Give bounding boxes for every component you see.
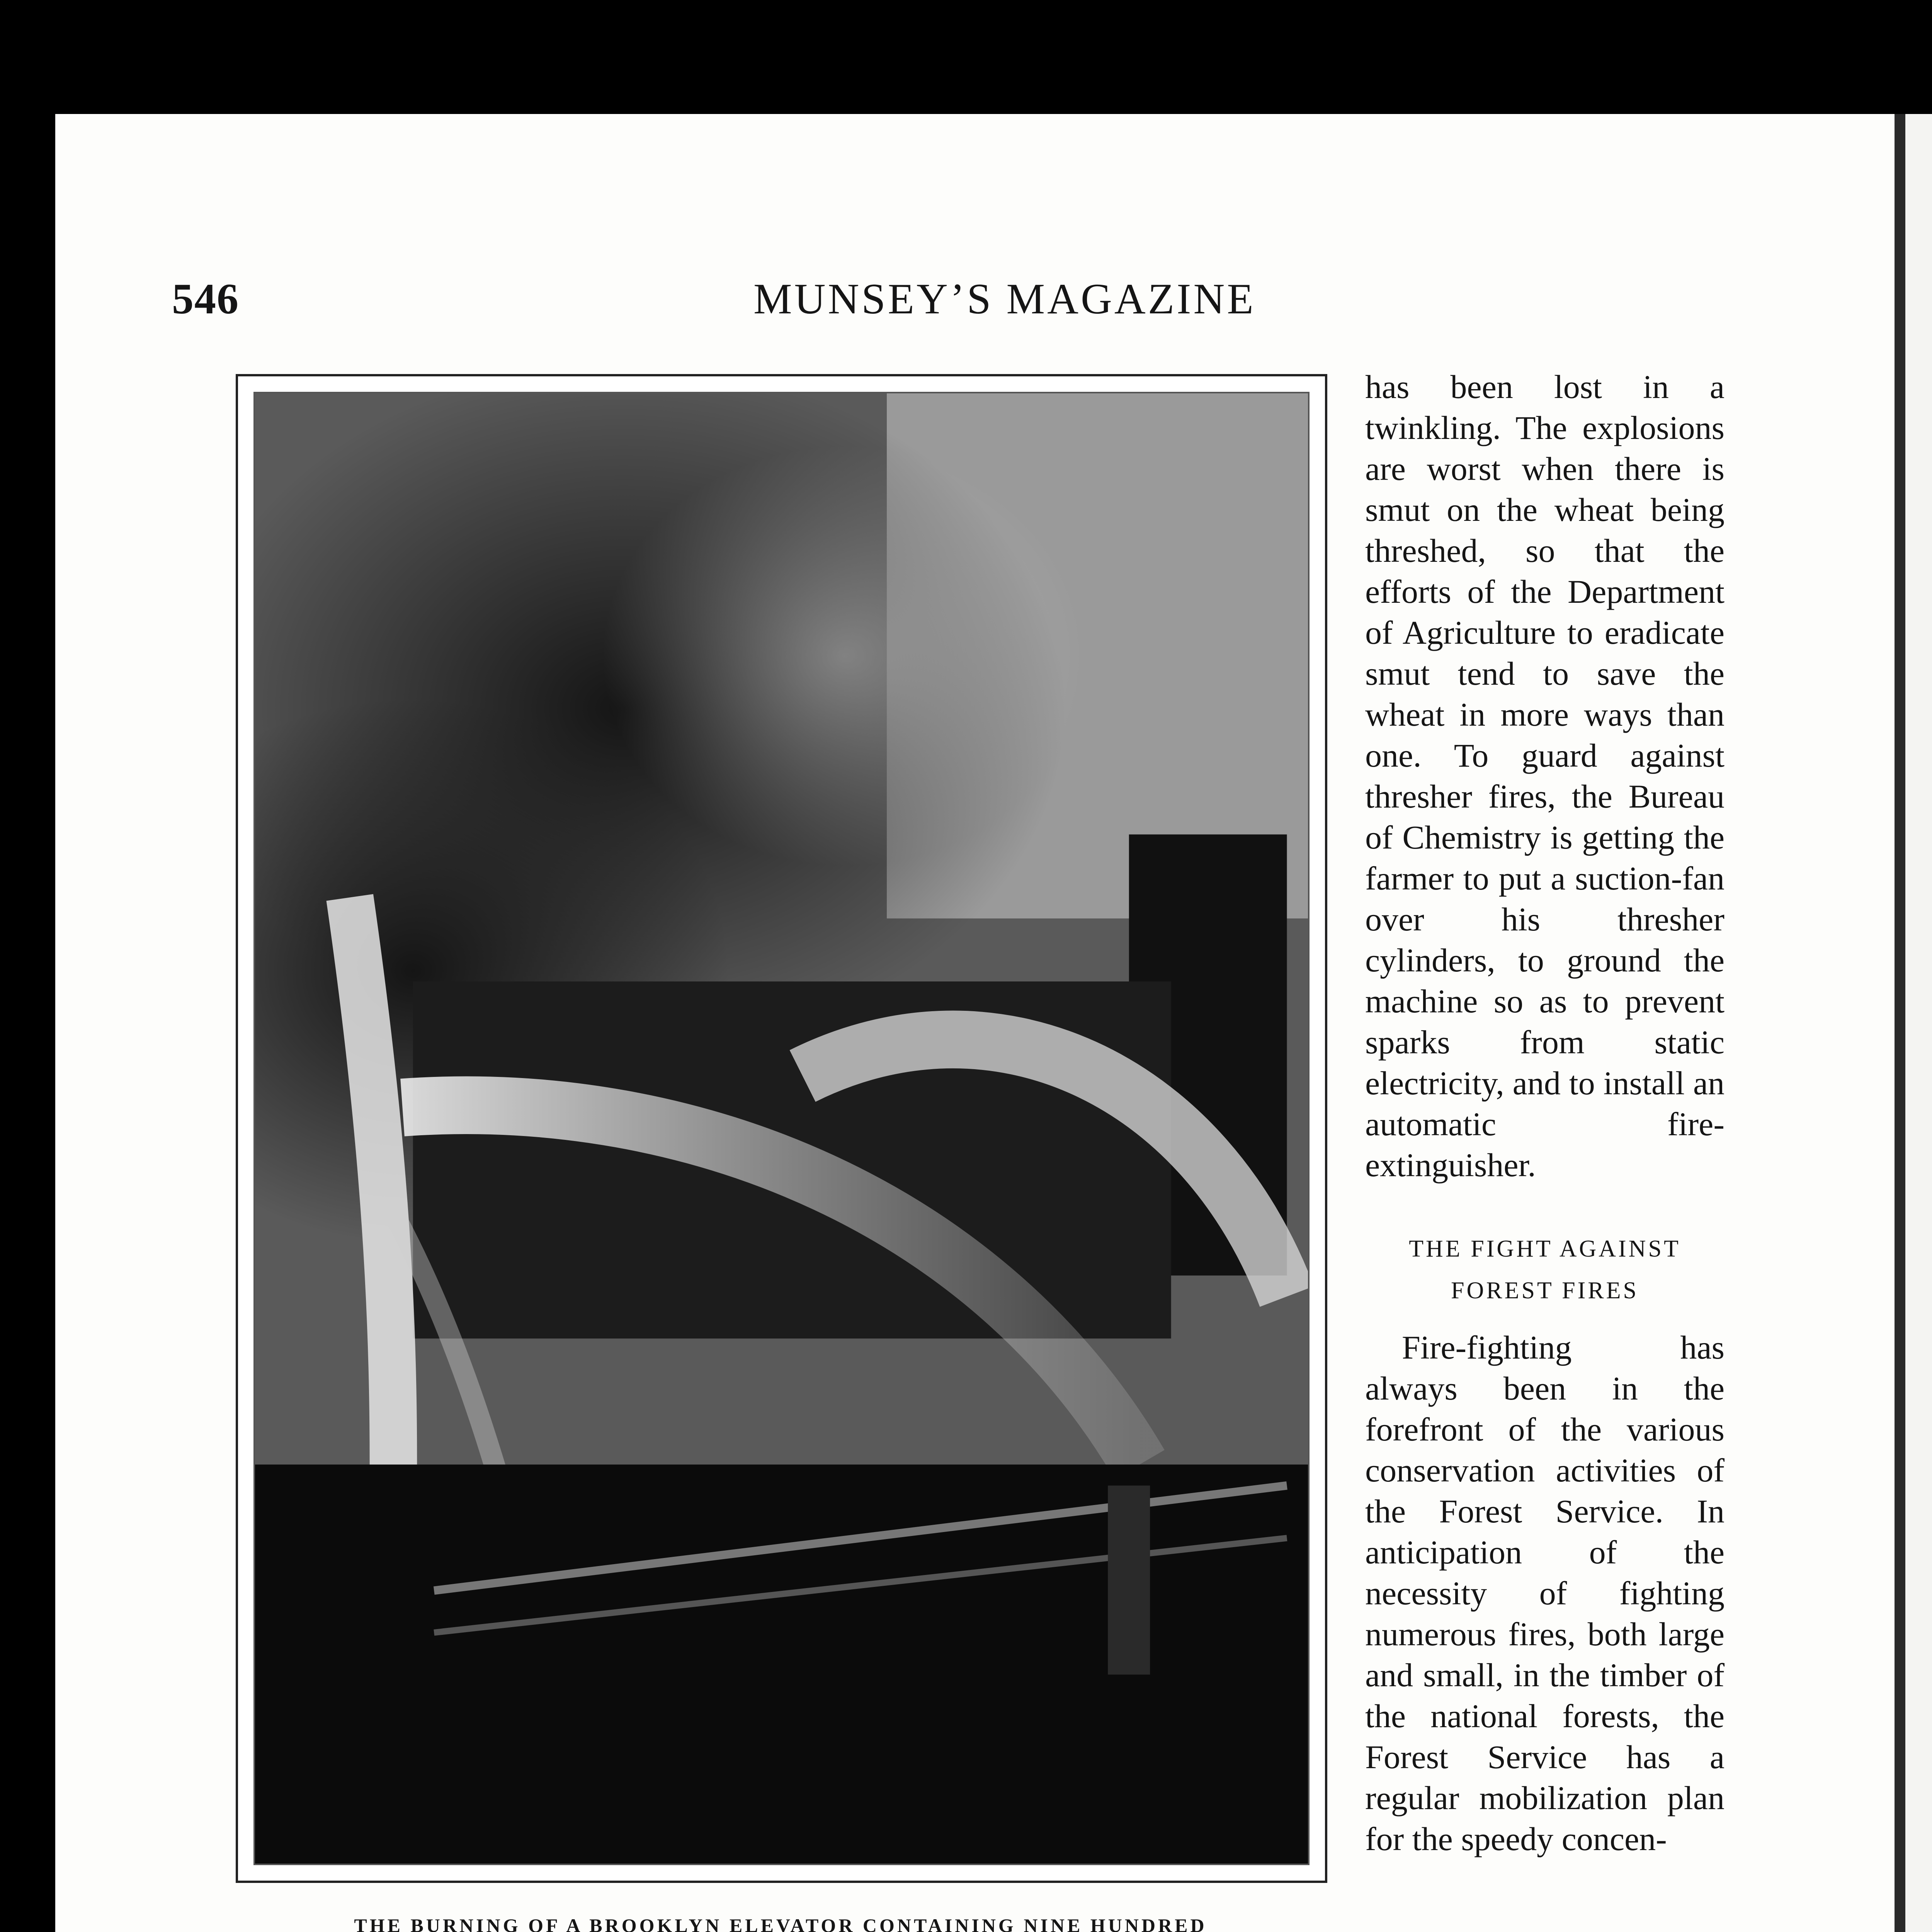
page-gutter-shadow (1895, 114, 1905, 1932)
paragraph: Fire-fighting has always been in the forefront of the various conservation activities of the Forest Service. In anticipation of the necessity of fighting numerous fires, both large and small, in the timber of the national forests, the Forest Service has a regular mobilization plan for the speedy concen- (1365, 1329, 1725, 1857)
photo-illustration (255, 393, 1308, 1864)
running-head: MUNSEY’S MAGAZINE (753, 275, 1256, 323)
section-heading (1365, 1228, 1725, 1311)
section-heading-line: FOREST FIRES (1451, 1277, 1639, 1304)
section-heading-line: THE FIGHT AGAINST (1409, 1236, 1681, 1262)
elevator-fire-photo (253, 392, 1310, 1865)
caption-line: THE BURNING OF A BROOKLYN ELEVATOR CONTAINING NINE HUNDRED (354, 1915, 1207, 1932)
photo-frame (236, 374, 1327, 1883)
adjacent-page-edge (1905, 114, 1932, 1932)
right-column-upper (1365, 366, 1725, 1859)
photo-caption (216, 1911, 1345, 1932)
page-number: 546 (172, 275, 239, 323)
paragraph: has been lost in a twinkling. The explosions are worst when there is smut on the wheat being threshed, so that the efforts of the Department of Agriculture to eradicate smut tend to save the wheat in more ways than one. To guard against thresher fires, the Bureau of Chemistry is getting the farmer to put a suction-fan over his thresher cylinders, to ground the machine so as to prevent sparks from static electricity, and to install an automatic fire-extinguisher. (1365, 368, 1725, 1184)
